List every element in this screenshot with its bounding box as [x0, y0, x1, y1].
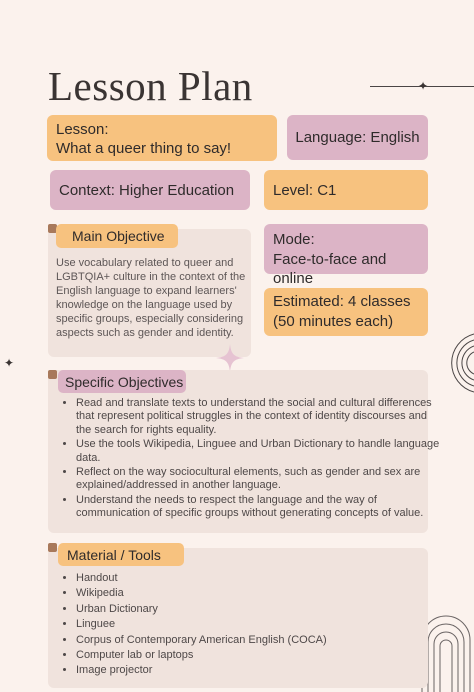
main-objective-text: Use vocabulary related to queer and LGBTQIA+ culture in the context of the English language to expand learners' knowledge on the language used by specific groups, especially considering aspects such as gender and identity. [56, 257, 246, 339]
list-item: • Reflect on the way sociocultural elements, such as gender and sex are explained/addressed in another language. [76, 466, 440, 493]
context-card [50, 170, 250, 210]
level-text: Level: C1 [273, 181, 337, 199]
specific-objectives-heading: Specific Objectives [58, 370, 186, 393]
list-item: • Linguee [76, 617, 376, 631]
list-item: • Wikipedia [76, 586, 376, 600]
lesson-label: Lesson: [56, 121, 109, 138]
page-title: Lesson Plan [48, 63, 253, 109]
level-card [264, 170, 428, 210]
list-item: • Computer lab or laptops [76, 648, 376, 662]
estimated-card [264, 288, 428, 336]
context-text: Context: Higher Education [59, 181, 235, 199]
list-item: • Understand the needs to respect the language and the way of communication of specific groups without generating concepts of value. [76, 494, 440, 521]
lesson-value: What a queer thing to say! [56, 140, 232, 157]
specific-objectives-list [58, 397, 440, 522]
tab-notch [48, 543, 57, 552]
sparkle-icon [216, 344, 244, 372]
language-text: Language: English [295, 129, 420, 146]
four-point-star-icon: ✦ [418, 79, 429, 93]
arches-decoration [428, 332, 474, 394]
language-card [287, 115, 428, 160]
list-item: • Read and translate texts to understand the social and cultural differences that represent political struggles in the context of identity discourses and the search for rights equality. [76, 397, 440, 437]
list-item: • Urban Dictionary [76, 602, 376, 616]
lesson-card [47, 115, 277, 161]
list-item: • Image projector [76, 663, 376, 677]
list-item: • Handout [76, 571, 376, 585]
list-item: • Corpus of Contemporary American English (COCA) [76, 633, 376, 647]
list-item: • Use the tools Wikipedia, Linguee and Urban Dictionary to handle language data. [76, 438, 440, 465]
materials-heading: Material / Tools [58, 543, 184, 566]
materials-list [58, 571, 376, 679]
estimated-line1: Estimated: 4 classes [273, 293, 411, 310]
tab-notch [48, 370, 57, 379]
mode-value: Face-to-face and online [273, 251, 387, 287]
mode-label: Mode: [273, 231, 315, 248]
four-point-star-icon: ✦ [4, 356, 15, 370]
estimated-line2: (50 minutes each) [273, 313, 394, 330]
main-objective-heading: Main Objective [56, 224, 178, 248]
mode-card [264, 224, 428, 287]
